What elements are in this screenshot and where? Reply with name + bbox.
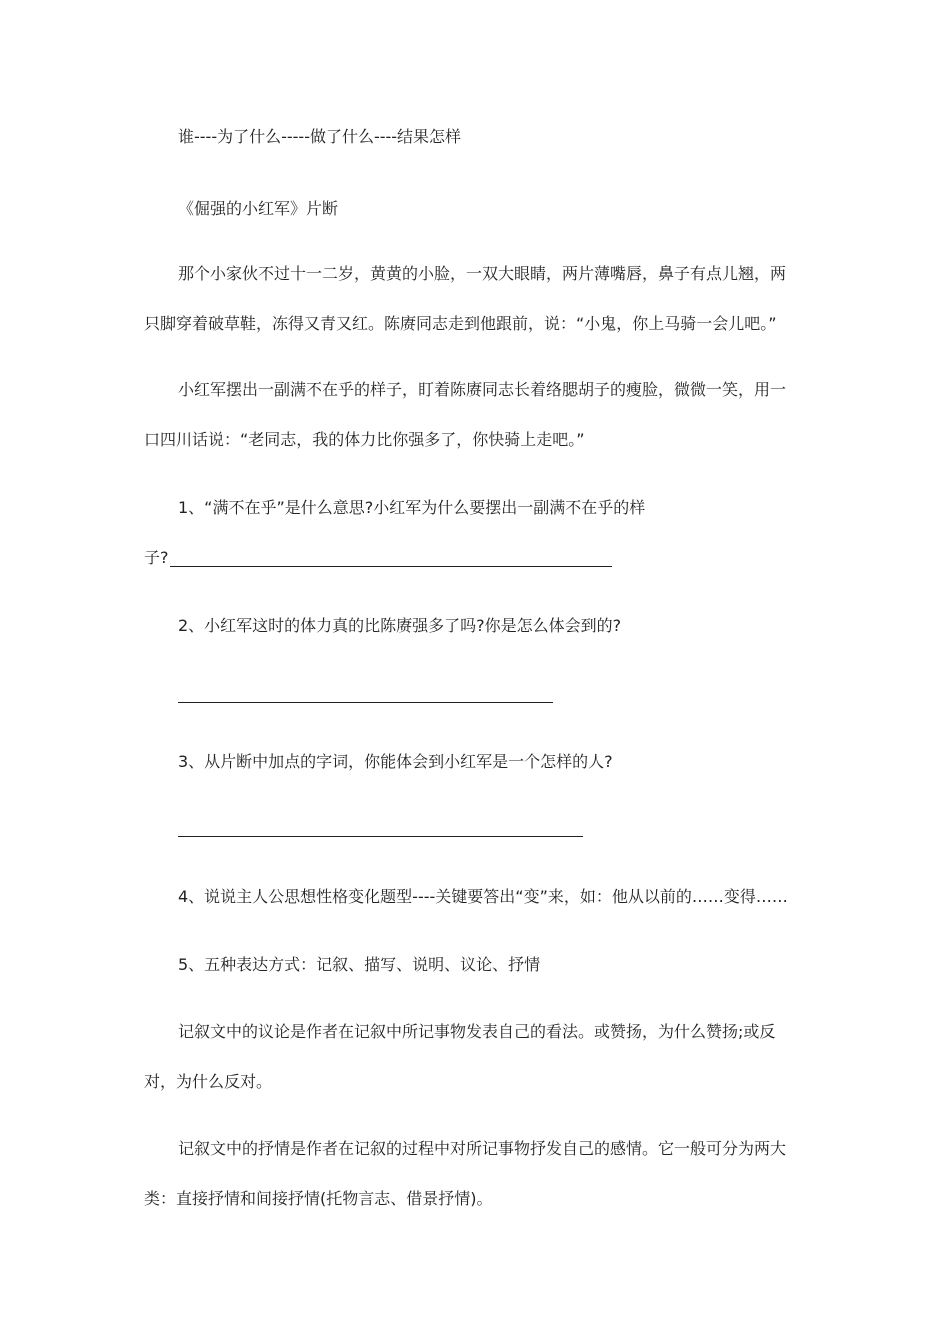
answer-blank-2 bbox=[178, 702, 553, 703]
question-5: 5、五种表达方式：记叙、描写、说明、议论、抒情 bbox=[178, 955, 541, 974]
paragraph-3-line-1: 记叙文中的议论是作者在记叙中所记事物发表自己的看法。或赞扬，为什么赞扬;或反 bbox=[178, 1022, 776, 1041]
answer-blank-1 bbox=[170, 566, 612, 567]
paragraph-4-line-2: 类：直接抒情和间接抒情(托物言志、借景抒情)。 bbox=[144, 1189, 493, 1208]
paragraph-1-line-2: 只脚穿着破草鞋，冻得又青又红。陈赓同志走到他跟前，说：“小鬼，你上马骑一会儿吧。” bbox=[144, 314, 777, 333]
paragraph-2-line-2: 口四川话说：“老同志，我的体力比你强多了，你快骑上走吧。” bbox=[144, 430, 585, 449]
question-1-line-2: 子? bbox=[144, 548, 169, 567]
question-2: 2、小红军这时的体力真的比陈赓强多了吗?你是怎么体会到的? bbox=[178, 616, 622, 635]
question-3: 3、从片断中加点的字词，你能体会到小红军是一个怎样的人? bbox=[178, 752, 613, 771]
paragraph-2-line-1: 小红军摆出一副满不在乎的样子，盯着陈赓同志长着络腮胡子的瘦脸，微微一笑，用一 bbox=[178, 380, 787, 399]
paragraph-1-line-1: 那个小家伙不过十一二岁，黄黄的小脸，一双大眼睛，两片薄嘴唇，鼻子有点儿翘，两 bbox=[178, 264, 787, 283]
question-1-line-1: 1、“满不在乎”是什么意思?小红军为什么要摆出一副满不在乎的样 bbox=[178, 498, 646, 517]
answer-blank-3 bbox=[178, 836, 583, 837]
question-4: 4、说说主人公思想性格变化题型----关键要答出“变”来，如：他从以前的……变得…… bbox=[178, 887, 788, 906]
paragraph-4-line-1: 记叙文中的抒情是作者在记叙的过程中对所记事物抒发自己的感情。它一般可分为两大 bbox=[178, 1139, 787, 1158]
structure-line: 谁----为了什么-----做了什么----结果怎样 bbox=[178, 127, 462, 146]
paragraph-3-line-2: 对，为什么反对。 bbox=[144, 1072, 273, 1091]
excerpt-title: 《倔强的小红军》片断 bbox=[178, 199, 339, 218]
